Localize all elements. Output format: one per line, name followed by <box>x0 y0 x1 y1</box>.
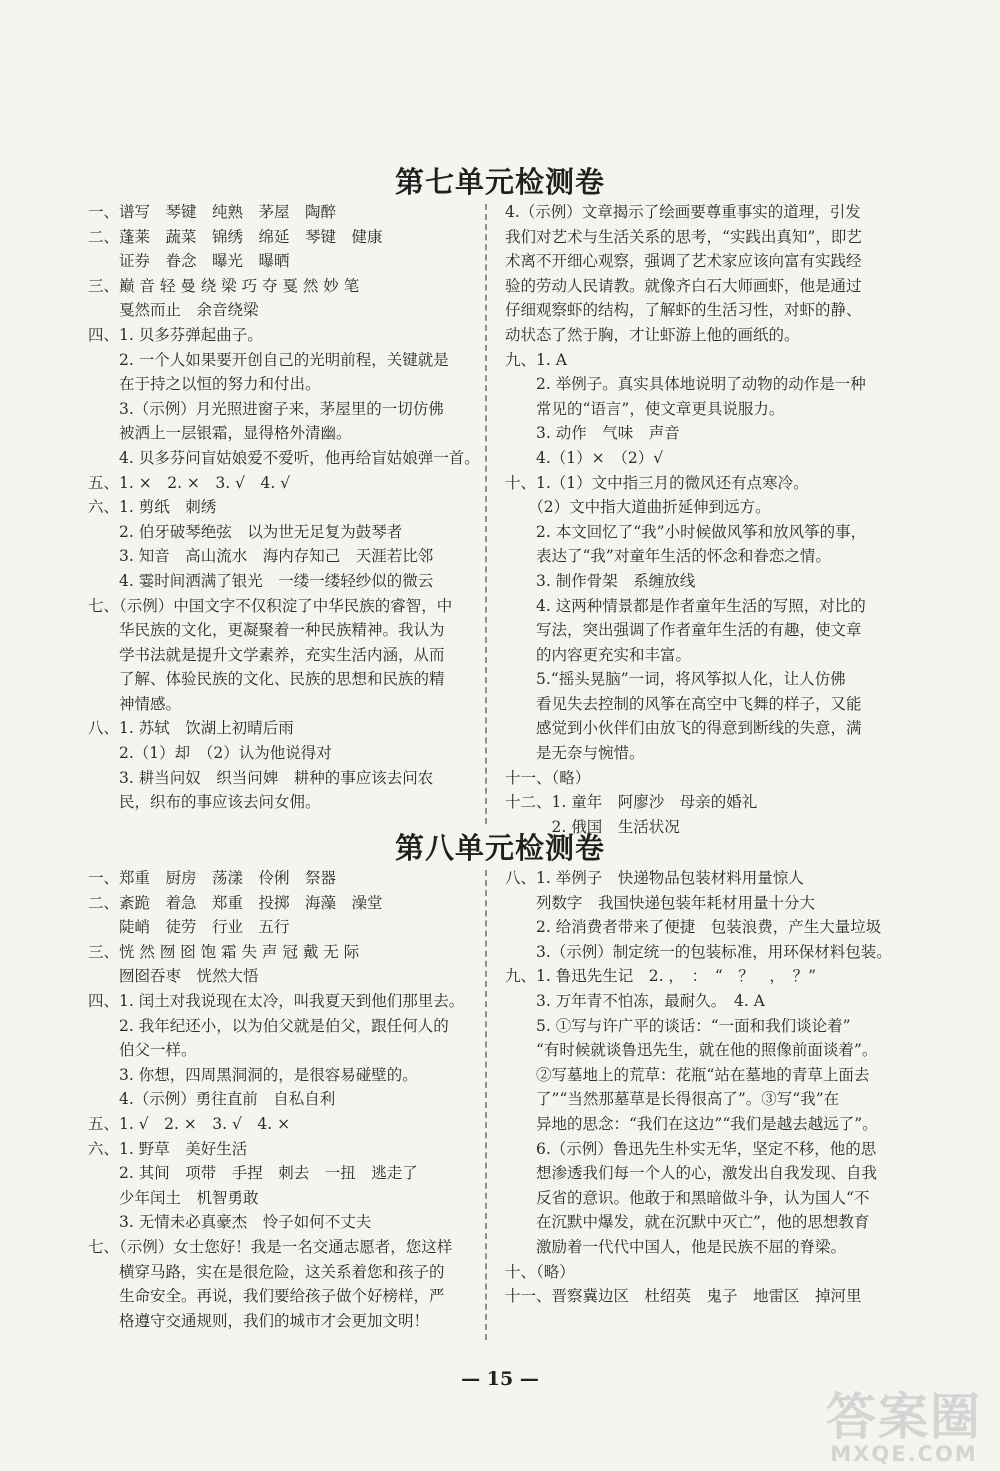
answer-line: 5.“摇头晃脑”一词，将风筝拟人化，让人仿佛 <box>505 670 846 689</box>
answer-line: 二、蓬莱 蔬菜 锦绣 绵延 琴键 健康 <box>88 227 383 246</box>
answer-line: 反省的意识。他敢于和黑暗做斗争，认为国人“不 <box>505 1188 870 1207</box>
answer-line: 3. 制作骨架 系缠放线 <box>505 571 696 590</box>
answer-line: 术离不开细心观察，强调了艺术家应该向富有实践经 <box>505 252 862 271</box>
answer-line: 仔细观察虾的结构，了解虾的生活习性，对虾的静、 <box>505 301 862 320</box>
answer-line: 异地的思念：“我们在这边”“我们是越去越远了”。 <box>505 1114 878 1133</box>
answer-line: 4. 贝多芬问盲姑娘爱不爱听，他再给盲姑娘弹一首。 <box>88 448 480 467</box>
answer-line: 一、谱写 琴键 纯熟 茅屋 陶醉 <box>88 203 337 221</box>
answer-line: 七、（示例）中国文字不仅积淀了中华民族的睿智，中 <box>88 596 453 615</box>
answer-line: 民，织布的事应该去问女佣。 <box>88 793 321 812</box>
answer-line: 看见失去控制的风筝在高空中飞舞的样子，又能 <box>505 694 862 713</box>
answer-line: 五、1. × 2. × 3. √ 4. √ <box>88 473 291 492</box>
answer-line: 3. 万年青不怕冻，最耐久。 4. A <box>505 991 765 1010</box>
answer-line: 写法，突出强调了作者童年生活的有趣，使文章 <box>505 621 862 640</box>
answer-line: 列数字 我国快递包装年耗材用量十分大 <box>505 893 816 912</box>
answer-line: 2. 我年纪还小，以为伯父就是伯父，跟任何人的 <box>88 1016 449 1035</box>
answer-line: 2. 给消费者带来了便捷 包装浪费，产生大量垃圾 <box>505 918 882 937</box>
answer-line: 三、巅 音 轻 曼 绕 梁 巧 夺 戛 然 妙 笔 <box>88 276 360 295</box>
unit7-left-column <box>88 200 480 815</box>
answer-line: 八、1. 举例子 快递物品包装材料用量惊人 <box>505 869 804 887</box>
answer-line: 横穿马路，实在是很危险，这关系着您和孩子的 <box>88 1262 445 1281</box>
answer-line: 4.（示例）文章揭示了绘画要尊重事实的道理，引发 <box>505 203 861 221</box>
column-divider <box>485 870 487 1340</box>
answer-line: 囫囵吞枣 恍然大悟 <box>88 967 259 986</box>
answer-line: 3. 知音 高山流水 海内存知己 天涯若比邻 <box>88 547 434 566</box>
answer-line: 4. 霎时间洒满了银光 一缕一缕轻纱似的微云 <box>88 571 434 590</box>
answer-line: “有时候就谈鲁迅先生，就在他的照像前面谈着”。 <box>505 1041 878 1060</box>
answer-line: 伯父一样。 <box>88 1041 197 1060</box>
answer-line: 6.（示例）鲁迅先生朴实无华，坚定不移，他的思 <box>505 1139 877 1158</box>
answer-line: 2. 俄国 生活状况 <box>505 817 680 836</box>
answer-line: 陡峭 徒劳 行业 五行 <box>88 918 290 937</box>
answer-line: 表达了“我”对童年生活的怀念和眷恋之情。 <box>505 547 831 566</box>
answer-line: 十、（略） <box>505 1262 575 1281</box>
answer-line: 了”“当然那墓草是长得很高了”。③写“我”在 <box>505 1090 840 1109</box>
answer-line: 被洒上一层银霜，显得格外清幽。 <box>88 424 352 443</box>
answer-line: 学书法就是提升文学素养，充实生活内涵，从而 <box>88 645 445 664</box>
answer-line: 3.（示例）制定统一的包装标准，用环保材料包装。 <box>505 942 892 961</box>
answer-line: 4. 这两种情景都是作者童年生活的写照，对比的 <box>505 596 866 615</box>
answer-line: 动状态了然于胸，才让虾游上他的画纸的。 <box>505 325 800 344</box>
answer-line: 验的劳动人民请教。就像齐白石大师画虾，他是通过 <box>505 276 862 295</box>
answer-line: 少年闰土 机智勇敢 <box>88 1188 259 1207</box>
answer-line: 3. 动作 气味 声音 <box>505 424 680 443</box>
answer-line: 七、（示例）女士您好！我是一名交通志愿者，您这样 <box>88 1237 453 1256</box>
answer-line: 2. 伯牙破琴绝弦 以为世无足复为鼓琴者 <box>88 522 403 541</box>
answer-line: 4.（示例）勇往直前 自私自利 <box>88 1090 336 1109</box>
answer-line: （2）文中指大道曲折延伸到远方。 <box>505 498 771 517</box>
answer-line: 四、1. 闰土对我说现在太冷，叫我夏天到他们那里去。 <box>88 991 465 1010</box>
answer-line: 3. 你想，四周黑洞洞的，是很容易碰壁的。 <box>88 1065 418 1084</box>
answer-line: 想渗透我们每一个人的心，激发出自我发现、自我 <box>505 1164 878 1183</box>
answer-line: 十、1.（1）文中指三月的微风还有点寒冷。 <box>505 473 809 492</box>
answer-line: 六、1. 剪纸 刺绣 <box>88 498 217 517</box>
answer-line: 常见的“语言”，使文章更具说服力。 <box>505 399 785 418</box>
answer-line: 3. 无情未必真豪杰 怜子如何不丈夫 <box>88 1213 372 1232</box>
answer-line: 八、1. 苏轼 饮湖上初晴后雨 <box>88 719 294 738</box>
answer-line: ②写墓地上的荒草：花瓶“站在墓地的青草上面去 <box>505 1065 870 1084</box>
answer-line: 戛然而止 余音绕梁 <box>88 301 259 320</box>
answer-line: 二、紊跪 着急 郑重 投掷 海藻 澡堂 <box>88 893 383 912</box>
answer-line: 十一、（略） <box>505 768 591 787</box>
unit7-right-column <box>505 200 866 839</box>
answer-line: 四、1. 贝多芬弹起曲子。 <box>88 325 263 344</box>
answer-line: 神情感。 <box>88 694 182 713</box>
answer-line: 3. 耕当问奴 织当问婢 耕种的事应该去问农 <box>88 768 434 787</box>
answer-line: 在沉默中爆发，就在沉默中灭亡”，他的思想教育 <box>505 1213 870 1232</box>
answer-line: 一、郑重 厨房 荡漾 伶俐 祭器 <box>88 869 337 887</box>
answer-line: 3.（示例）月光照进窗子来，茅屋里的一切仿佛 <box>88 399 444 418</box>
watermark-main-text: 答案圈 <box>826 1388 982 1446</box>
answer-line: 六、1. 野草 美好生活 <box>88 1139 248 1158</box>
column-divider <box>485 204 487 824</box>
answer-line: 感觉到小伙伴们由放飞的得意到断线的失意，满 <box>505 719 862 738</box>
answer-line: 三、恍 然 囫 囵 饱 霜 失 声 冠 戴 无 际 <box>88 942 360 961</box>
answer-line: 2. 举例子。真实具体地说明了动物的动作是一种 <box>505 375 866 394</box>
answer-line: 九、1. A <box>505 350 567 369</box>
answer-line: 2.（1）却 （2）认为他说得对 <box>88 744 332 763</box>
answer-line: 在于持之以恒的努力和付出。 <box>88 375 321 394</box>
watermark-url-text: MXQE.COM <box>830 1442 978 1466</box>
answer-line: 生命安全。再说，我们要给孩子做个好榜样，严 <box>88 1287 445 1306</box>
answer-line: 证券 眷念 曝光 曝晒 <box>88 252 290 271</box>
unit8-title: 第八单元检测卷 <box>394 831 605 865</box>
answer-line: 是无奈与惋惜。 <box>505 744 645 763</box>
answer-line: 十一、晋察冀边区 杜绍英 鬼子 地雷区 掉河里 <box>505 1287 862 1306</box>
answer-line: 激励着一代代中国人，他是民族不屈的脊梁。 <box>505 1237 847 1256</box>
answer-line: 五、1. √ 2. × 3. √ 4. × <box>88 1114 291 1133</box>
answer-line: 2. 其间 项带 手捏 刺去 一扭 逃走了 <box>88 1164 418 1183</box>
unit8-right-column <box>505 866 892 1309</box>
answer-line: 华民族的文化，更凝聚着一种民族精神。我认为 <box>88 621 445 640</box>
answer-line: 九、1. 鲁迅先生记 2. ， ： “ ？ ， ？” <box>505 967 817 986</box>
watermark-logo <box>826 1388 982 1466</box>
answer-line: 了解、体验民族的文化、民族的思想和民族的精 <box>88 670 445 689</box>
unit8-left-column <box>88 866 464 1333</box>
page-number: — 15 — <box>461 1368 539 1390</box>
answer-line: 5. ①写与许广平的谈话：“一面和我们谈论着” <box>505 1016 851 1035</box>
answer-line: 我们对艺术与生活关系的思考，“实践出真知”，即艺 <box>505 227 862 246</box>
answer-line: 2. 本文回忆了“我”小时候做风筝和放风筝的事， <box>505 522 867 541</box>
unit7-title: 第七单元检测卷 <box>394 165 605 199</box>
answer-line: 十二、1. 童年 阿廖沙 母亲的婚礼 <box>505 793 758 812</box>
answer-line: 2. 一个人如果要开创自己的光明前程，关键就是 <box>88 350 449 369</box>
answer-line: 的内容更充实和丰富。 <box>505 645 692 664</box>
answer-line: 4.（1）× （2）√ <box>505 448 664 467</box>
answer-line: 格遵守交通规则，我们的城市才会更加文明！ <box>88 1311 430 1330</box>
